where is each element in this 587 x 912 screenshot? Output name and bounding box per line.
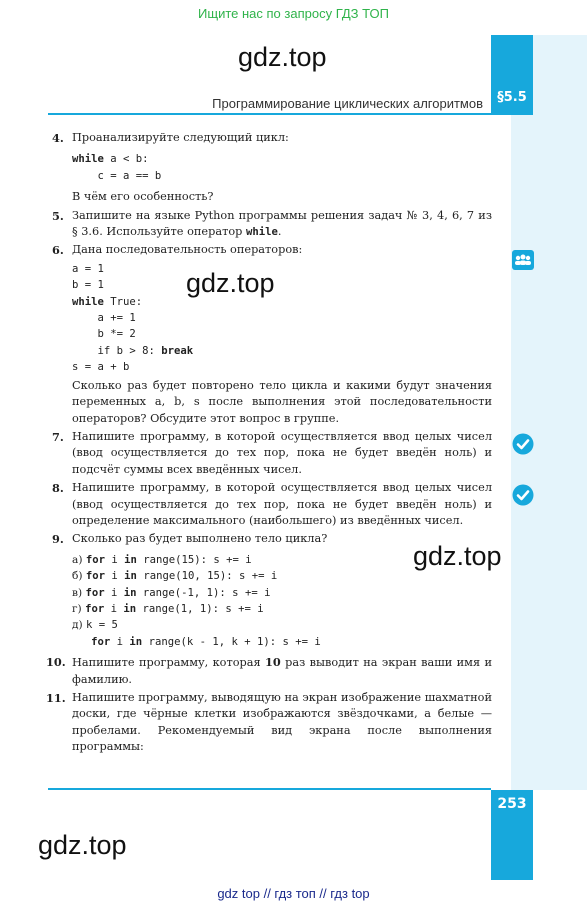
code-line: b = 1	[72, 279, 104, 292]
code-line: д) k = 5	[72, 619, 118, 632]
checkmark-icon	[512, 433, 534, 455]
keyword: while	[72, 153, 104, 166]
task-text: Напишите программу, в которой осуществляется ввод целых чисел (ввод осуществляется до тех пор, пока не будет введён ноль) и определение максимального (наибольшего) из введённых чисел.	[72, 481, 492, 527]
watermark: gdz.top	[186, 268, 275, 298]
task-number: 7.	[52, 429, 64, 444]
code-line: if b > 8: break	[72, 344, 194, 357]
task-text-end: .	[277, 225, 282, 239]
task-number: 6.	[52, 243, 64, 258]
task-question: Сколько раз будет повторено тело цикла и какими будут значения переменных a, b, s после выполнения этой последовательности операторов? Обсудите этот вопрос в группе.	[72, 378, 492, 425]
code-line: b *= 2	[72, 328, 136, 341]
task-number: 11.	[46, 691, 66, 705]
task-text	[72, 208, 492, 241]
code-line: a += 1	[72, 312, 136, 325]
task-text: Дана последовательность операторов:	[72, 243, 303, 257]
task-6	[52, 242, 492, 426]
code-line: s = a + b	[72, 361, 130, 374]
checkmark-icon	[512, 484, 534, 506]
task-number: 10.	[46, 655, 66, 670]
code-line: while a < b:	[72, 153, 149, 166]
watermark: gdz.top	[238, 42, 327, 72]
code-line: for i in range(k - 1, k + 1): s += i	[91, 635, 321, 648]
task-5	[52, 208, 492, 241]
task-text: Напишите программу, в которой осуществляется ввод целых чисел (ввод осуществляется до тех пор, пока не будет введён ноль) и подсчёт суммы всех введённых чисел.	[72, 429, 492, 476]
section-number: §5.5	[497, 90, 527, 105]
keyword: while	[72, 295, 104, 308]
footer-rule	[48, 788, 491, 790]
task-8	[52, 480, 492, 529]
task-number: 8.	[52, 481, 64, 496]
header-rule	[48, 113, 491, 115]
watermark: gdz.top	[38, 830, 127, 860]
task-9	[52, 531, 492, 650]
task-text-line: Запишите на языке Python программы решения задач № 3,	[72, 208, 433, 222]
code-line: а) for i in range(15): s += i	[72, 553, 252, 566]
task-text: Напишите программу, выводящую на экран изображение шахматной доски, где чёрные клетки изображаются звёздочками, а белые — пробелами. Рекомендуемый вид экрана после выполнения программы:	[72, 691, 492, 754]
bold-number: 10	[265, 655, 281, 670]
top-banner[interactable]: Ищите нас по запросу ГДЗ ТОП	[198, 6, 389, 21]
side-margin-bar	[511, 35, 587, 790]
code-line: г) for i in range(1, 1): s += i	[72, 602, 264, 615]
task-number: 9.	[52, 532, 64, 547]
code-line: while True:	[72, 295, 143, 308]
footer-links[interactable]: gdz top // гдз топ // гдз top	[217, 886, 370, 901]
code-line: в) for i in range(-1, 1): s += i	[72, 586, 271, 599]
keyword: break	[161, 344, 194, 357]
task-text: Проанализируйте следующий цикл:	[72, 131, 289, 144]
task-4	[52, 130, 492, 206]
task-text-line: 4, 6, 7 из § 3.6. Используйте оператор	[72, 208, 492, 239]
task-7	[52, 429, 492, 478]
chapter-title: Программирование циклических алгоритмов	[212, 96, 483, 111]
keyword: while	[245, 226, 278, 239]
code-line: c = a == b	[72, 169, 162, 182]
task-10	[46, 654, 493, 688]
task-11	[46, 690, 492, 756]
code-line: б) for i in range(10, 15): s += i	[72, 570, 278, 583]
task-text: Сколько раз будет выполнено тело цикла?	[72, 532, 328, 546]
exercise-list	[46, 130, 493, 758]
group-work-icon	[512, 250, 534, 270]
task-text: Напишите программу, которая 10 раз выводит на экран ваши имя и фамилию.	[72, 655, 493, 686]
code-line: a = 1	[72, 262, 104, 275]
page-number: 253	[497, 796, 527, 812]
watermark: gdz.top	[413, 541, 502, 571]
task-number: 4.	[52, 131, 64, 145]
task-number: 5.	[52, 208, 64, 223]
task-question: В чём его особенность?	[72, 190, 214, 204]
